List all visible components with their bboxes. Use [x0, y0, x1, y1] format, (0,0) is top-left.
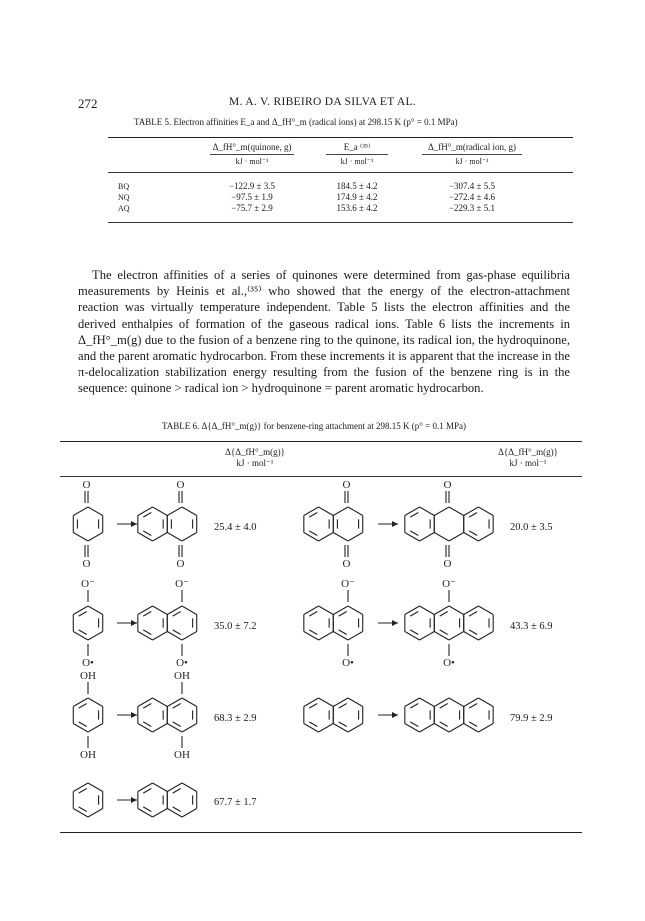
table5-cell: −307.4 ± 5.5 — [448, 181, 495, 191]
ring-bond — [138, 533, 153, 542]
table5-row-label: NQ — [118, 193, 130, 202]
ring-bond — [333, 606, 348, 615]
double-bond — [309, 703, 317, 708]
arrow-head — [131, 521, 137, 527]
ring-bond — [182, 533, 197, 542]
ring-bond — [319, 698, 334, 707]
ring-bond — [167, 783, 182, 792]
ring-bond — [449, 507, 464, 516]
double-bond — [173, 611, 181, 616]
ring-bond — [153, 606, 168, 615]
ring-bond — [182, 507, 197, 516]
value-benzene-naphthalene: 67.7 ± 1.7 — [214, 797, 257, 808]
ring-bond — [182, 606, 197, 615]
oxygen-label: O — [176, 558, 185, 570]
ring-bond — [88, 783, 103, 792]
ring-bond — [319, 632, 334, 641]
ring-bond — [319, 606, 334, 615]
ring-bond — [167, 632, 182, 641]
ring-bond — [88, 533, 103, 542]
ring-bond — [420, 507, 435, 516]
ring-bond — [138, 632, 153, 641]
table5-caption: TABLE 5. Electron affinities E_a and Δ_fH°_m (radical ions) at 298.15 K (p° = 0.1 MPa) — [134, 117, 458, 127]
double-bond — [173, 722, 181, 727]
anion-label: O⁻ — [175, 578, 189, 590]
ring-bond — [138, 606, 153, 615]
double-bond — [410, 703, 418, 708]
value-nq-to-aq: 20.0 ± 3.5 — [510, 522, 553, 533]
ring-bond — [464, 533, 479, 542]
table5-cell: −97.5 ± 1.9 — [231, 192, 273, 202]
ring-bond — [464, 606, 479, 615]
double-bond — [410, 611, 418, 616]
ring-bond — [464, 724, 479, 733]
running-title: M. A. V. RIBEIRO DA SILVA ET AL. — [229, 96, 416, 108]
value-hydroquinone: 68.3 ± 2.9 — [214, 713, 257, 724]
ring-bond — [88, 606, 103, 615]
double-bond — [79, 722, 87, 727]
oxygen-label: O — [176, 479, 185, 491]
ring-bond — [478, 606, 493, 615]
ring-bond — [464, 632, 479, 641]
table5-cell: 153.6 ± 4.2 — [336, 203, 378, 213]
table5-cell: 184.5 ± 4.2 — [336, 181, 378, 191]
ring-bond — [405, 606, 420, 615]
table6-caption: TABLE 6. Δ{Δ_fH°_m(g)} for benzene-ring attachment at 298.15 K (p° = 0.1 MPa) — [162, 421, 466, 431]
ring-bond — [88, 507, 103, 516]
ring-bond — [304, 698, 319, 707]
ring-bond — [319, 724, 334, 733]
ring-bond — [73, 724, 88, 733]
ring-bond — [464, 698, 479, 707]
double-bond — [440, 611, 448, 616]
ring-bond — [405, 724, 420, 733]
double-bond — [469, 531, 477, 536]
double-bond — [143, 512, 151, 517]
double-bond — [339, 722, 347, 727]
double-bond — [143, 703, 151, 708]
double-bond — [440, 722, 448, 727]
ring-bond — [153, 533, 168, 542]
ring-bond — [153, 507, 168, 516]
hydroxyl-label: OH — [174, 749, 190, 761]
double-bond — [339, 703, 347, 708]
double-bond — [309, 611, 317, 616]
ring-bond — [333, 632, 348, 641]
ring-bond — [333, 507, 348, 516]
value-nq-radical: 43.3 ± 6.9 — [510, 621, 553, 632]
oxygen-label: O — [82, 558, 91, 570]
ring-bond — [348, 724, 363, 733]
ring-bond — [434, 533, 449, 542]
double-bond — [173, 630, 181, 635]
ring-bond — [434, 632, 449, 641]
value-naphthalene-anthracene: 79.9 ± 2.9 — [510, 713, 553, 724]
table5-cell: −272.4 ± 4.6 — [448, 192, 495, 202]
arrow-head — [392, 521, 398, 527]
radical-label: O• — [443, 657, 455, 669]
table5-row-label: BQ — [118, 182, 130, 191]
double-bond — [79, 807, 87, 812]
double-bond — [173, 807, 181, 812]
ring-bond — [348, 507, 363, 516]
ring-bond — [167, 809, 182, 818]
value-bq-radical: 35.0 ± 7.2 — [214, 621, 257, 632]
ring-bond — [73, 698, 88, 707]
ring-bond — [478, 632, 493, 641]
double-bond — [143, 807, 151, 812]
hydroxyl-label: OH — [174, 670, 190, 682]
body-paragraph: The electron affinities of a series of quinones were determined from gas-phase equilibria measurements by Heinis et al.,⁽³⁵⁾ who showed that the energy of the electron-attachment reaction was virtually temperature independent. Table 5 lists the electron affinities and the derived enthalpies of formation of the gaseous radical ions. Table 6 lists the increments in Δ_fH°_m(g) due to the fusion of a benzene ring to the quinone, its radical ion, the hydroquinone, and the parent aromatic hydrocarbon. From these increments it is apparent that the increase in the π-delocalization stabilization energy resulting from the fusion of the benzene ring is in the sequence: quinone > radical ion > hydroquinone = parent aromatic hydrocarbon. — [78, 268, 570, 396]
double-bond — [79, 788, 87, 793]
ring-bond — [434, 724, 449, 733]
oxygen-label: O — [443, 479, 452, 491]
oxygen-label: O — [342, 558, 351, 570]
table6-col-left: Δ{Δ_fH°_m(g)} kJ · mol⁻¹ — [225, 447, 285, 468]
ring-bond — [73, 809, 88, 818]
table5-col-ea: E_a ⁽³⁵⁾ kJ · mol⁻¹ — [312, 142, 402, 167]
oxygen-label: O — [342, 479, 351, 491]
hydroxyl-label: OH — [80, 670, 96, 682]
arrow-head — [131, 712, 137, 718]
double-bond — [339, 611, 347, 616]
ring-bond — [449, 606, 464, 615]
double-bond — [469, 630, 477, 635]
ring-bond — [73, 533, 88, 542]
structures — [73, 479, 493, 817]
table5-cell: −122.9 ± 3.5 — [228, 181, 275, 191]
ring-bond — [73, 606, 88, 615]
ring-bond — [304, 724, 319, 733]
ring-bond — [420, 724, 435, 733]
ring-bond — [182, 783, 197, 792]
ring-bond — [420, 632, 435, 641]
oxygen-label: O — [443, 558, 452, 570]
ring-bond — [348, 632, 363, 641]
ring-bond — [167, 724, 182, 733]
double-bond — [79, 630, 87, 635]
arrow-head — [131, 797, 137, 803]
double-bond — [79, 611, 87, 616]
double-bond — [173, 703, 181, 708]
ring-bond — [88, 632, 103, 641]
radical-label: O• — [82, 657, 94, 669]
ring-bond — [153, 724, 168, 733]
double-bond — [469, 722, 477, 727]
double-bond — [143, 531, 151, 536]
ring-bond — [138, 783, 153, 792]
ring-bond — [304, 507, 319, 516]
ring-bond — [333, 724, 348, 733]
ring-bond — [138, 809, 153, 818]
value-bq-to-nq: 25.4 ± 4.0 — [214, 522, 257, 533]
ring-bond — [319, 507, 334, 516]
double-bond — [469, 512, 477, 517]
ring-bond — [138, 724, 153, 733]
ring-bond — [420, 698, 435, 707]
ring-bond — [182, 809, 197, 818]
ring-bond — [478, 724, 493, 733]
radical-label: O• — [176, 657, 188, 669]
arrow-head — [392, 712, 398, 718]
double-bond — [410, 630, 418, 635]
ring-bond — [420, 606, 435, 615]
ring-bond — [138, 698, 153, 707]
ring-bond — [348, 606, 363, 615]
double-bond — [173, 788, 181, 793]
ring-bond — [449, 632, 464, 641]
ring-bond — [348, 533, 363, 542]
ring-bond — [182, 698, 197, 707]
arrow-head — [392, 620, 398, 626]
anion-label: O⁻ — [81, 578, 95, 590]
double-bond — [339, 630, 347, 635]
double-bond — [309, 531, 317, 536]
double-bond — [309, 512, 317, 517]
ring-bond — [73, 783, 88, 792]
double-bond — [469, 611, 477, 616]
double-bond — [410, 531, 418, 536]
double-bond — [309, 722, 317, 727]
ring-bond — [153, 809, 168, 818]
ring-bond — [478, 533, 493, 542]
double-bond — [440, 630, 448, 635]
oxygen-label: O — [82, 479, 91, 491]
double-bond — [410, 512, 418, 517]
ring-bond — [304, 632, 319, 641]
table5-col-radical: Δ_fH°_m(radical ion, g) kJ · mol⁻¹ — [408, 142, 536, 167]
ring-bond — [333, 698, 348, 707]
ring-bond — [405, 632, 420, 641]
ring-bond — [182, 724, 197, 733]
arrow-head — [131, 620, 137, 626]
double-bond — [143, 630, 151, 635]
table6-col-right: Δ{Δ_fH°_m(g)} kJ · mol⁻¹ — [498, 447, 558, 468]
ring-bond — [153, 698, 168, 707]
ring-bond — [348, 698, 363, 707]
anion-label: O⁻ — [341, 578, 355, 590]
ring-bond — [153, 632, 168, 641]
double-bond — [79, 703, 87, 708]
ring-bond — [167, 698, 182, 707]
hydroxyl-label: OH — [80, 749, 96, 761]
ring-bond — [478, 698, 493, 707]
table5-cell: −229.3 ± 5.1 — [448, 203, 495, 213]
double-bond — [469, 703, 477, 708]
double-bond — [143, 722, 151, 727]
ring-bond — [434, 507, 449, 516]
ring-bond — [138, 507, 153, 516]
ring-bond — [304, 606, 319, 615]
ring-bond — [304, 533, 319, 542]
ring-bond — [420, 533, 435, 542]
ring-bond — [153, 783, 168, 792]
ring-bond — [478, 507, 493, 516]
ring-bond — [333, 533, 348, 542]
table5-cell: 174.9 ± 4.2 — [336, 192, 378, 202]
page-number: 272 — [78, 96, 98, 111]
ring-bond — [167, 533, 182, 542]
ring-bond — [319, 533, 334, 542]
anion-label: O⁻ — [442, 578, 456, 590]
ring-bond — [73, 507, 88, 516]
double-bond — [440, 703, 448, 708]
double-bond — [410, 722, 418, 727]
ring-bond — [449, 724, 464, 733]
ring-bond — [405, 698, 420, 707]
ring-bond — [73, 632, 88, 641]
ring-bond — [182, 632, 197, 641]
ring-bond — [405, 507, 420, 516]
ring-bond — [167, 606, 182, 615]
ring-bond — [449, 698, 464, 707]
ring-bond — [464, 507, 479, 516]
ring-bond — [88, 698, 103, 707]
ring-bond — [405, 533, 420, 542]
table5-cell: −75.7 ± 2.9 — [231, 203, 273, 213]
double-bond — [143, 611, 151, 616]
table5-col-quinone: Δ_fH°_m(quinone, g) kJ · mol⁻¹ — [196, 142, 308, 167]
ring-bond — [88, 724, 103, 733]
table5-row-label: AQ — [118, 204, 130, 213]
ring-bond — [88, 809, 103, 818]
ring-bond — [449, 533, 464, 542]
ring-bond — [434, 698, 449, 707]
double-bond — [143, 788, 151, 793]
ring-bond — [434, 606, 449, 615]
ring-bond — [167, 507, 182, 516]
double-bond — [309, 630, 317, 635]
radical-label: O• — [342, 657, 354, 669]
